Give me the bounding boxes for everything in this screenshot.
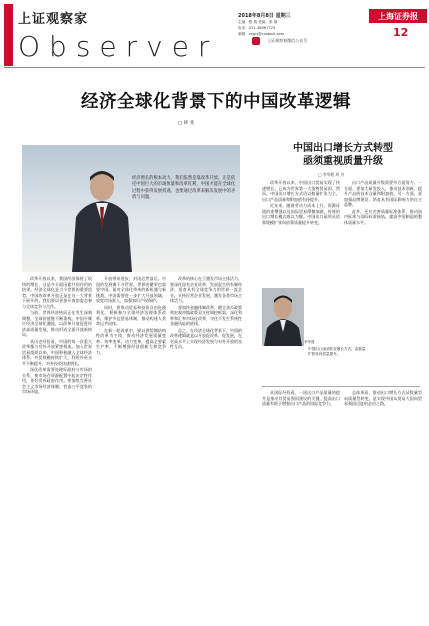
- page-number: 12: [393, 26, 409, 39]
- main-article-column-3: [170, 276, 242, 616]
- paragraph: 出口产品质量升级需要多方面努力。一方面，要加大研发投入，推动技术创新，提升产品的技术含量和附加值。另一方面，要加强品牌建设，培育具有国际影响力的自主品牌。: [344, 180, 422, 207]
- wechat-icon: [252, 37, 260, 45]
- side-article-column-a-top: [262, 180, 340, 284]
- email-line: 邮箱：zxgcj@cnstock.com: [238, 32, 285, 36]
- paragraph: 同时，要推动贸易和投资自由化便利化，积极参与全球经济治理体系改革，维护多边贸易体制，推动构建人类命运共同体。: [96, 304, 166, 326]
- paragraph: 改革开放以来，我国经济保持了较快的增长，这是多方面因素共同作用的结果。经济全球化是当今世界的重要趋势，中国的改革开放正是在这一大背景下展开的。我们要以更加开放的姿态参与全球竞争与合作。: [22, 276, 92, 309]
- editor-line: 主编：路 瑞 美编：张 翔: [238, 20, 278, 24]
- photo-caption: 经济增长的根本动力，我们依然是靠改革开放。正是依托中国巨大的市场体量和改革红利，中国才能在全球化过程中获得发展机遇，也要通过改革来解决发展中的矛盾与问题。: [132, 176, 236, 200]
- paragraph: 深化改革需要处理好政府与市场的关系，使市场在资源配置中起决定性作用，更好发挥政府作用。要加快完善社会主义市场经济体制，营造公平竞争的市场环境。: [22, 367, 92, 394]
- side-title-line: 中国出口增长方式转型 亟须重视质量升级: [293, 143, 393, 167]
- paragraph: 改革开放以来，中国出口贸易实现了快速增长，已成为世界第一大货物贸易国。然而，中国出口增长方式仍以数量扩张为主，出口产品质量和附加值有待提升。: [262, 180, 340, 202]
- side-article-title: [268, 142, 418, 168]
- paragraph: 总之，在经济全球化背景下，中国的改革逻辑就是以开放促改革、促发展，在更高水平上实现经济发展与对外开放的良性互动。: [170, 327, 242, 349]
- main-article-title: 经济全球化背景下的中国改革逻辑: [81, 92, 351, 112]
- portrait-icon: [262, 288, 304, 346]
- side-article-author: □ 李华健 周 舟: [318, 172, 345, 177]
- section-title-en: Observer: [18, 30, 219, 63]
- main-article-author: □ 韩 斐: [178, 121, 195, 126]
- side-article-column-a-bottom: [262, 390, 340, 616]
- main-article-column-2: [96, 276, 166, 616]
- phone-line: 电话：021-38967725: [238, 26, 276, 30]
- header-divider: [4, 67, 425, 68]
- paragraph: 从历史经验看，中国的每一次重大改革都与对外开放紧密相连。加入世界贸易组织以来，中国积极融入全球经济体系，外贸规模持续扩大，利用外资水平不断提升，对外投资快速增长。: [22, 338, 92, 366]
- wechat-label: 上证观察家微信公众号: [267, 37, 308, 43]
- side-article-column-b-bottom: [344, 390, 422, 616]
- newspaper-brand: 上海证券报: [369, 9, 427, 23]
- section-title-cn: 上证观察家: [18, 12, 89, 27]
- header-accent-bar: [4, 4, 13, 66]
- page-header: [4, 4, 425, 63]
- paragraph: 改革的核心在于激发市场主体活力。要深化国有企业改革，发展混合所有制经济，培育具有全球竞争力的世界一流企业。支持民营企业发展，激发各类市场主体活力。: [170, 276, 242, 303]
- article-photo: [22, 145, 240, 272]
- issue-date: 2018年8月8日 星期三: [238, 13, 291, 19]
- paragraph: 从国际经验看，一国出口产品质量的提升是推动其贸易强国建设的关键。提高出口质量有助于增强出口产品的国际竞争力。: [262, 390, 340, 406]
- portrait-name: 李华健: [304, 340, 315, 344]
- person-illustration: [66, 165, 136, 272]
- paragraph: 总体来看，推动出口增长方式从数量型向质量型转变，是实现中国从贸易大国向贸易强国迈进的必由之路。: [344, 390, 422, 406]
- paragraph: 近年来，随着劳动力成本上升、资源环境约束增强以及国际贸易摩擦加剧，传统的出口增长模式难以为继。中国出口亟须从依靠规模扩张向依靠质量提升转变。: [262, 203, 340, 225]
- masthead-right: [369, 4, 429, 56]
- paragraph: 开放带来进步，封闭必然落后。中国的发展离不开世界，世界的繁荣也需要中国。面对全球化带来的新机遇与新挑战，中国需要进一步扩大开放领域，放宽市场准入，加强知识产权保护。: [96, 276, 166, 303]
- wechat-logo: [252, 30, 316, 43]
- divider: [262, 386, 420, 387]
- author-portrait: [262, 288, 304, 346]
- paragraph: 在新一轮改革中，要以供给侧结构性改革为主线，推动经济发展质量变革、效率变革、动力变革，提高全要素生产率，不断增强经济创新力和竞争力。: [96, 327, 166, 355]
- paragraph: 此外，还应完善质量标准体系，推动国内标准与国际标准接轨，提高中国制造的整体质量水平。: [344, 208, 422, 225]
- paragraph: 要加快金融体制改革，健全货币政策和宏观审慎政策双支柱调控框架，深化利率和汇率市场化改革，守住不发生系统性金融风险的底线。: [170, 304, 242, 326]
- author-bio: 中国出口亟须转变增长方式，由数量扩张转向质量提升。: [308, 347, 366, 356]
- main-article-column-1: [22, 276, 92, 616]
- paragraph: 当前，世界经济格局正在发生深刻调整，全球价值链不断重构。中国应顺应经济全球化潮流，以改革开放促进经济高质量发展，推动形成全面开放新格局。: [22, 310, 92, 337]
